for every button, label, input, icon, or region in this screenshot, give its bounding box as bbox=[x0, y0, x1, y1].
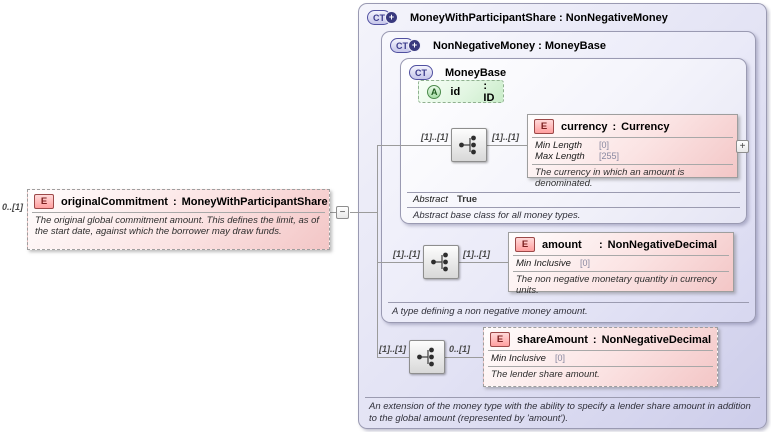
cardinality-label: 0..[1] bbox=[2, 202, 24, 212]
attribute-type: : ID bbox=[483, 79, 495, 104]
element-name: currency bbox=[561, 120, 608, 133]
connector-line bbox=[459, 262, 508, 263]
colon-separator: : bbox=[172, 195, 177, 208]
cardinality-label: 0..[1] bbox=[449, 344, 471, 354]
cardinality-label: [1]..[1] bbox=[463, 249, 490, 259]
element-header bbox=[509, 233, 733, 255]
element-annotation: The currency in which an amount is denominated. bbox=[535, 167, 685, 189]
element-header bbox=[28, 190, 329, 212]
element-header bbox=[528, 115, 737, 137]
facet-row bbox=[535, 151, 730, 162]
attribute-name: id bbox=[450, 85, 461, 98]
connector-line bbox=[350, 212, 378, 213]
sequence-glyph bbox=[429, 250, 453, 274]
complextype-header bbox=[409, 65, 506, 80]
colon-separator: : bbox=[599, 238, 603, 251]
expand-button[interactable]: + bbox=[736, 140, 749, 153]
facet-value: [0] bbox=[599, 140, 610, 150]
element-icon: E bbox=[490, 332, 510, 347]
facet-value: True bbox=[457, 194, 478, 205]
connector-line bbox=[378, 145, 451, 146]
complextype-title: NonNegativeMoney : MoneyBase bbox=[433, 39, 606, 52]
derivation-plus-icon: + bbox=[385, 11, 398, 24]
connector-line bbox=[378, 262, 423, 263]
facet-list bbox=[509, 256, 733, 271]
complextype-icon: CT bbox=[409, 65, 433, 80]
facet-list bbox=[528, 138, 737, 164]
abstract-facet-row bbox=[413, 194, 477, 205]
complextype-derived-icon: CT + bbox=[367, 10, 391, 25]
element-originalcommitment[interactable] bbox=[27, 189, 330, 250]
cardinality-label: [1]..[1] bbox=[393, 249, 420, 259]
cardinality-label: [1]..[1] bbox=[492, 132, 519, 142]
element-type: MoneyWithParticipantShare bbox=[181, 195, 328, 208]
divider bbox=[407, 192, 740, 193]
complextype-annotation: An extension of the money type with the ability to specify a lender share amount in addition to the global amount (represented by 'amount'). bbox=[369, 401, 751, 424]
element-currency[interactable] bbox=[527, 114, 738, 189]
facet-value: [255] bbox=[599, 151, 620, 161]
divider bbox=[407, 207, 740, 208]
connector-line bbox=[487, 145, 527, 146]
facet-name: Min Inclusive bbox=[516, 258, 571, 269]
element-icon: E bbox=[534, 119, 554, 134]
facet-name: Abstract bbox=[413, 194, 448, 205]
element-name: shareAmount bbox=[517, 333, 588, 346]
facet-name: Min Length bbox=[535, 140, 583, 151]
complextype-header bbox=[367, 10, 668, 25]
complextype-annotation: A type defining a non negative money amount. bbox=[392, 306, 588, 317]
attribute-icon: A bbox=[427, 85, 441, 99]
complextype-annotation: Abstract base class for all money types. bbox=[413, 210, 581, 221]
facet-row bbox=[491, 353, 710, 364]
element-name: originalCommitment bbox=[61, 195, 168, 208]
element-annotation: The non negative monetary quantity in currency units. bbox=[516, 274, 717, 296]
sequence-compositor-icon[interactable] bbox=[423, 245, 459, 279]
divider bbox=[388, 302, 749, 303]
facet-name: Max Length bbox=[535, 151, 585, 162]
connector-line bbox=[378, 357, 409, 358]
element-type: NonNegativeDecimal bbox=[601, 333, 712, 346]
element-type: NonNegativeDecimal bbox=[607, 238, 718, 251]
facet-row bbox=[516, 258, 726, 269]
element-icon: E bbox=[515, 237, 535, 252]
derivation-plus-icon: + bbox=[408, 39, 421, 52]
connector-line bbox=[445, 357, 483, 358]
facet-name: Min Inclusive bbox=[491, 353, 546, 364]
sequence-compositor-icon[interactable] bbox=[451, 128, 487, 162]
complextype-title: MoneyBase bbox=[445, 66, 507, 79]
complextype-title: MoneyWithParticipantShare : NonNegativeMoney bbox=[410, 11, 668, 24]
sequence-glyph bbox=[415, 345, 439, 369]
attribute-id[interactable] bbox=[418, 80, 504, 103]
facet-value: [0] bbox=[580, 258, 591, 268]
sequence-compositor-icon[interactable] bbox=[409, 340, 445, 374]
divider bbox=[365, 397, 760, 398]
complextype-header bbox=[390, 38, 606, 53]
colon-separator: : bbox=[592, 333, 597, 346]
element-name: amount bbox=[542, 238, 582, 251]
element-annotation: The original global commitment amount. This defines the limit, as of the start date, against which the borrower may draw funds. bbox=[35, 215, 320, 237]
colon-separator: : bbox=[612, 120, 617, 133]
cardinality-label: [1]..[1] bbox=[421, 132, 448, 142]
element-icon: E bbox=[34, 194, 54, 209]
element-annotation: The lender share amount. bbox=[491, 369, 600, 380]
facet-list bbox=[484, 351, 717, 366]
facet-row bbox=[535, 140, 730, 151]
cardinality-label: [1]..[1] bbox=[379, 344, 406, 354]
element-header bbox=[484, 328, 717, 350]
facet-value: [0] bbox=[555, 353, 566, 363]
sequence-glyph bbox=[457, 133, 481, 157]
element-amount[interactable] bbox=[508, 232, 734, 296]
collapse-button[interactable]: − bbox=[336, 206, 349, 219]
element-type: Currency bbox=[621, 120, 670, 133]
complextype-derived-icon: CT + bbox=[390, 38, 414, 53]
element-shareamount[interactable] bbox=[483, 327, 718, 387]
